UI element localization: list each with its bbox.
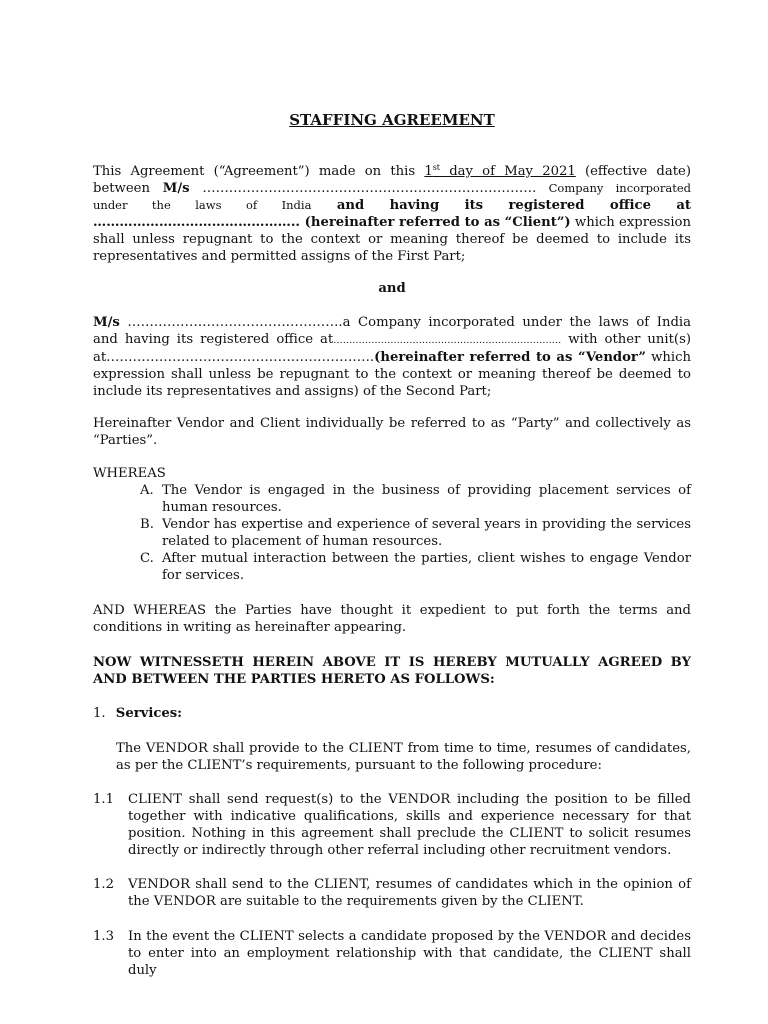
vendor-paragraph — [93, 314, 691, 400]
whereas-item — [93, 482, 691, 516]
clause-text: In the event the CLIENT selects a candidate proposed by the VENDOR and decides to enter into an employment relationship with that candidate, the CLIENT shall duly — [128, 929, 691, 978]
document-title: STAFFING AGREEMENT — [289, 111, 495, 129]
whereas-item-mark: A. — [140, 483, 154, 498]
intro-text-4: and having its registered office at — [311, 198, 691, 213]
parties-paragraph: Hereinafter Vendor and Client individually be referred to as “Party” and collectively as “Parties”. — [93, 416, 691, 448]
whereas-item-mark: B. — [140, 517, 154, 532]
intro-text-3: Company incorporated under the laws of India — [93, 181, 691, 212]
date-rest: day of May 2021 — [440, 164, 576, 179]
section-1-intro: The VENDOR shall provide to the CLIENT from time to time, resumes of candidates, as per the CLIENT’s requirements, pursuant to the following procedure: — [116, 741, 691, 773]
whereas-item — [93, 516, 691, 550]
vendor-office-blank: ……………………………………………………………… — [333, 335, 562, 346]
vendor-ms-label: M/s — [93, 315, 120, 330]
clause-number: 1.1 — [93, 792, 114, 807]
intro-text-1: This Agreement (“Agreement”) made on this — [93, 164, 425, 179]
date-day: 1 — [424, 164, 433, 179]
clause-1-1 — [93, 791, 691, 859]
clause-1-2 — [93, 876, 691, 910]
vendor-definition: (hereinafter referred to as “Vendor” — [374, 350, 646, 365]
whereas-item-mark: C. — [140, 551, 154, 566]
whereas-item-text: The Vendor is engaged in the business of providing placement services of human resources. — [162, 483, 691, 515]
vendor-text-4: which expression shall unless be repugnant to the context or meaning thereof be deemed to include its representatives and assigns) of the Second Part; — [93, 350, 691, 399]
vendor-unit-blank: ……………………………………………………. — [106, 350, 375, 365]
client-office-blank: ……………………………………….. — [93, 215, 305, 230]
section-1-number: 1. — [93, 706, 106, 721]
and-whereas-paragraph: AND WHEREAS the Parties have thought it expedient to put forth the terms and conditions in writing as hereinafter appearing. — [93, 603, 691, 635]
date-day-suffix: st — [432, 163, 441, 172]
and-separator: and — [378, 281, 406, 296]
client-definition: (hereinafter referred to as “Client”) — [304, 215, 571, 230]
intro-text-6: which expression shall unless repugnant to the context or meaning thereof be deemed to include its representatives and permitted assigns of the First Part; — [93, 215, 691, 264]
clause-number: 1.2 — [93, 877, 114, 892]
client-ms-label: M/s — [162, 181, 190, 196]
whereas-item — [93, 550, 691, 584]
whereas-list — [93, 482, 691, 584]
clause-text: CLIENT shall send request(s) to the VENDOR including the position to be filled together with indicative qualifications, skills and experience necessary for that position. Nothing in this agreement shall preclude the CLIENT to solicit resumes directly or indirectly through other referral including other recruitment vendors. — [128, 792, 691, 858]
client-name-blank: …………………………………………………………………. — [189, 181, 537, 196]
vendor-text-2: with other unit(s) at — [93, 332, 691, 365]
witnesseth-paragraph: NOW WITNESSETH HEREIN ABOVE IT IS HEREBY MUTUALLY AGREED BY AND BETWEEN THE PARTIES HERETO AS FOLLOWS: — [93, 655, 691, 687]
vendor-name-blank: …………………………………………. — [119, 315, 343, 330]
whereas-item-text: After mutual interaction between the parties, client wishes to engage Vendor for services. — [162, 551, 691, 583]
clause-text: VENDOR shall send to the CLIENT, resumes of candidates which in the opinion of the VENDOR are suitable to the requirements given by the CLIENT. — [128, 877, 691, 909]
agreement-date — [424, 164, 575, 179]
clause-number: 1.3 — [93, 929, 114, 944]
vendor-text-1: a Company incorporated under the laws of India and having its registered office at — [93, 315, 691, 347]
intro-text-2: (effective date) between — [93, 164, 691, 196]
whereas-label: WHEREAS — [93, 466, 166, 481]
whereas-item-text: Vendor has expertise and experience of several years in providing the services related to placement of human resources. — [162, 517, 691, 549]
clause-1-3 — [93, 928, 691, 979]
intro-paragraph — [93, 163, 691, 265]
whereas-section — [93, 465, 691, 584]
section-1-title: Services: — [115, 706, 183, 721]
section-1-heading — [93, 705, 691, 722]
